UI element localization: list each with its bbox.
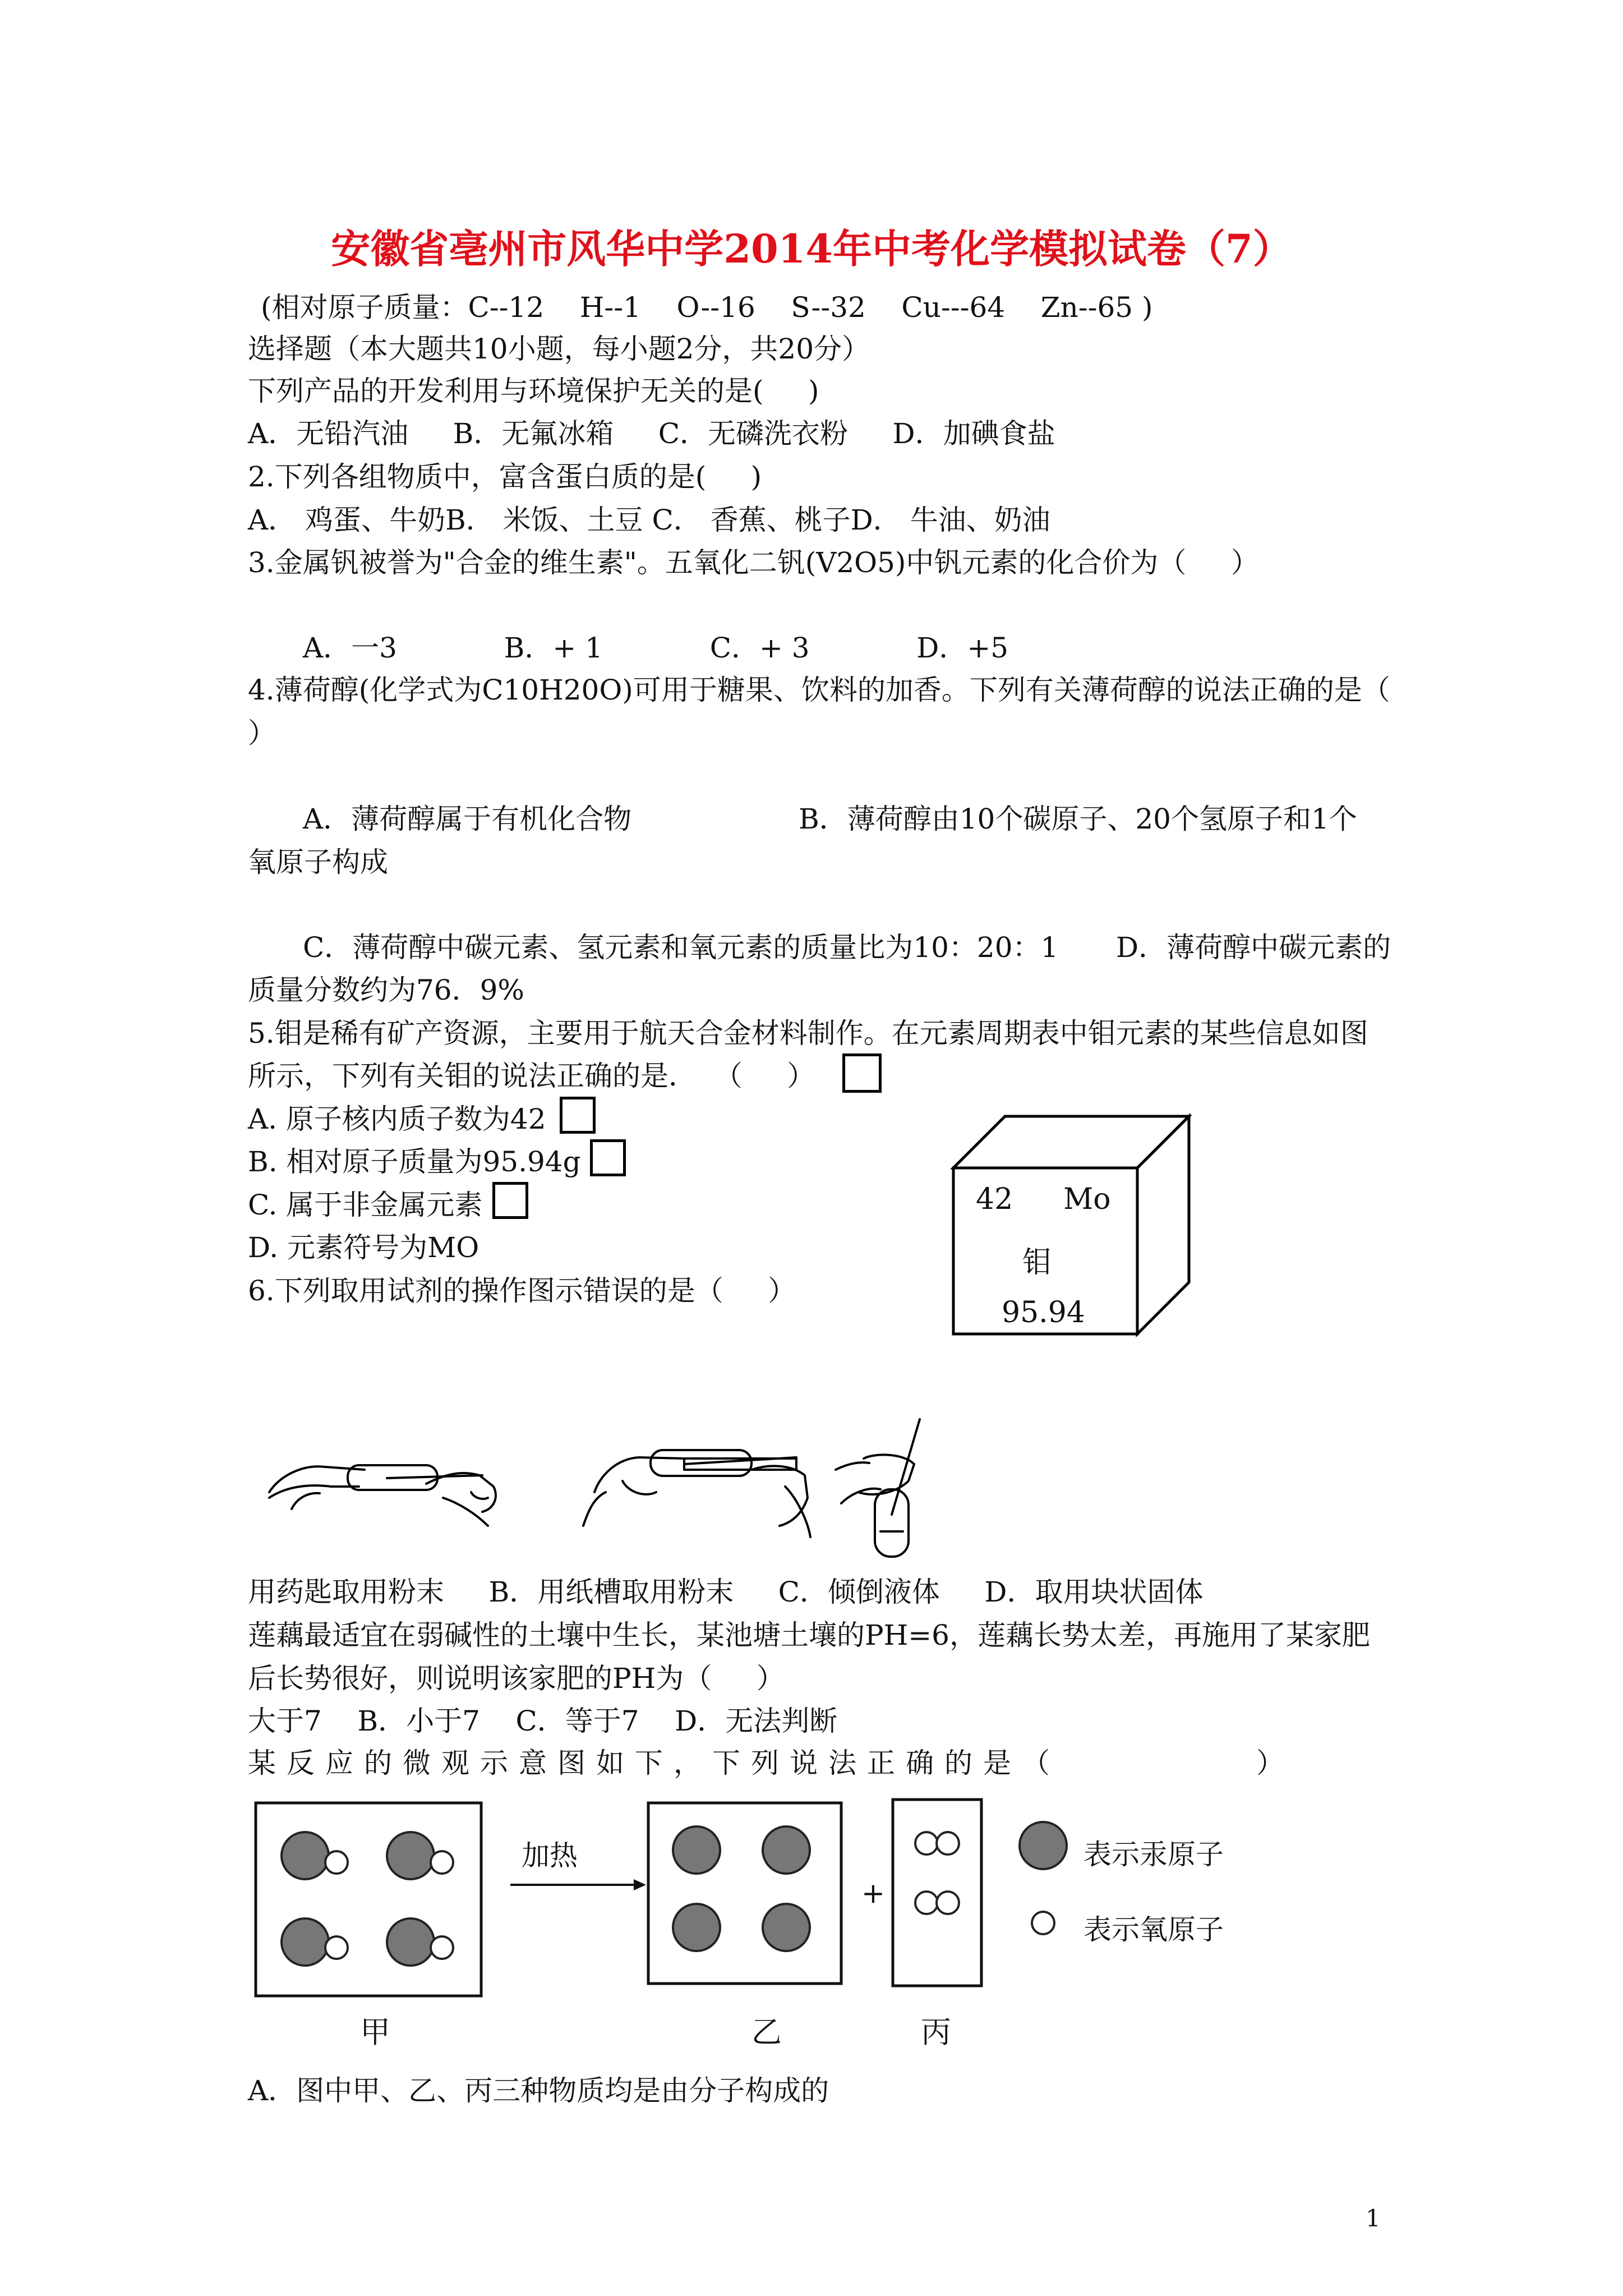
oxygen-atom (325, 1851, 348, 1874)
product-box-yi (648, 1803, 841, 1984)
mercury-atom (673, 1826, 720, 1874)
mercury-atom (673, 1904, 720, 1951)
mercury-atom (763, 1904, 810, 1951)
question-4-option-a: A．薄荷醇属于有机化合物 (303, 803, 632, 835)
question-1-stem: 下列产品的开发利用与环境保护无关的是( ) (248, 375, 819, 407)
arrow-label-heating: 加热 (522, 1839, 578, 1872)
question-8-option-a: A．图中甲、乙、丙三种物质均是由分子构成的 (248, 2074, 829, 2107)
label-jia: 甲 (360, 2014, 390, 2050)
question-4-option-b-line1: B．薄荷醇由10个碳原子、20个氢原子和1个 (799, 803, 1357, 835)
question-2-stem: 2.下列各组物质中，富含蛋白质的是( ) (248, 461, 762, 493)
legend-mercury-label: 表示汞原子 (1083, 1838, 1224, 1871)
question-7-stem-line1: 莲藕最适宜在弱碱性的土壤中生长，某池塘土壤的PH=6，莲藕长势太差，再施用了某家肥 (248, 1619, 1370, 1651)
reactant-box-jia (256, 1803, 481, 1996)
oxygen-atom (325, 1936, 348, 1959)
oxygen-atom (431, 1936, 453, 1959)
question-5-option-c: C. 属于非金属元素 (248, 1189, 483, 1221)
mercury-atom (763, 1826, 810, 1874)
element-atomic-mass: 95.94 (1002, 1296, 1085, 1329)
product-box-bing (893, 1800, 981, 1986)
question-4-option-d-line2: 质量分数约为76．9% (248, 974, 524, 1006)
question-8-stem: 某反应的微观示意图如下，下列说法正确的是（ ） (248, 1747, 1295, 1779)
legend-oxygen-symbol (1032, 1912, 1054, 1934)
question-2-options: A． 鸡蛋、牛奶B． 米饭、土豆 C． 香蕉、桃子D． 牛油、奶油 (248, 504, 1050, 536)
plus-sign: + (861, 1877, 885, 1910)
document-title: 安徽省亳州市风华中学2014年中考化学模拟试卷（7） (331, 226, 1292, 272)
question-4-stem-line2: ） (248, 717, 276, 749)
atomic-mass-note: (相对原子质量：C--12 H--1 O--16 S--32 Cu---64 Zn--65 ) (261, 291, 1153, 324)
oxygen-atom (915, 1832, 938, 1855)
question-5-stem-line1: 5.钼是稀有矿产资源，主要用于航天合金材料制作。在元素周期表中钼元素的某些信息如图 (248, 1017, 1368, 1050)
answer-box (842, 1053, 882, 1093)
oxygen-atom (915, 1892, 938, 1914)
question-6-stem: 6.下列取用试剂的操作图示错误的是（ ） (248, 1274, 796, 1307)
label-bing: 丙 (921, 2014, 951, 2050)
question-4-stem-line1: 4.薄荷醇(化学式为C10H20O)可用于糖果、饮料的加香。下列有关薄荷醇的说法正确的是（ (248, 674, 1390, 706)
lab-operations-illustration (258, 1414, 965, 1559)
question-4-option-d-line1: D．薄荷醇中碳元素的 (1116, 931, 1391, 964)
element-name: 钼 (1022, 1246, 1052, 1280)
page-number: 1 (1366, 2205, 1381, 2232)
mercury-atom (387, 1832, 434, 1879)
option-c-checkbox (492, 1182, 528, 1219)
mercury-atom (282, 1832, 329, 1879)
question-5-option-b: B. 相对原子质量为95.94g (248, 1145, 581, 1178)
pouring-liquid-drawing (836, 1419, 920, 1557)
oxygen-atom (937, 1892, 959, 1914)
spatula-powder-drawing (269, 1465, 496, 1526)
label-yi: 乙 (751, 2014, 782, 2050)
paper-trough-drawing (583, 1450, 810, 1537)
option-a-checkbox (560, 1097, 596, 1134)
arrow-head (634, 1879, 646, 1890)
element-atomic-number: 42 (976, 1182, 1013, 1216)
oxygen-atom (937, 1832, 959, 1855)
question-5-option-a: A. 原子核内质子数为42 (248, 1103, 546, 1135)
mercury-atom (282, 1918, 329, 1966)
question-5-stem-line2: 所示，下列有关钼的说法正确的是． （ ） (248, 1060, 815, 1092)
oxygen-atom (431, 1851, 453, 1874)
legend-oxygen-label: 表示氧原子 (1083, 1913, 1224, 1946)
question-5-option-d: D. 元素符号为MO (248, 1231, 479, 1264)
legend-mercury-symbol (1020, 1822, 1067, 1869)
question-1-options: A．无铅汽油 B．无氟冰箱 C．无磷洗衣粉 D．加碘食盐 (248, 417, 1055, 450)
option-b-checkbox (590, 1139, 626, 1176)
section-heading: 选择题（本大题共10小题，每小题2分，共20分） (248, 333, 870, 365)
mercury-atom (387, 1918, 434, 1966)
question-7-options: 大于7 B．小于7 C．等于7 D．无法判断 (248, 1705, 838, 1737)
element-symbol: Mo (1063, 1182, 1111, 1216)
question-4-option-c: C．薄荷醇中碳元素、氢元素和氧元素的质量比为10：20：1 (303, 931, 1059, 964)
question-3-stem: 3.金属钒被誉为"合金的维生素"。五氧化二钒(V2O5)中钒元素的化合价为（ ） (248, 546, 1259, 579)
question-6-options: 用药匙取用粉末 B．用纸槽取用粉末 C．倾倒液体 D．取用块状固体 (248, 1576, 1204, 1608)
question-3-options: A．一3 B．+ 1 C．+ 3 D．+5 (303, 632, 1009, 664)
question-7-stem-line2: 后长势很好，则说明该家肥的PH为（ ） (248, 1662, 785, 1695)
question-4-option-b-line2: 氧原子构成 (248, 846, 388, 878)
